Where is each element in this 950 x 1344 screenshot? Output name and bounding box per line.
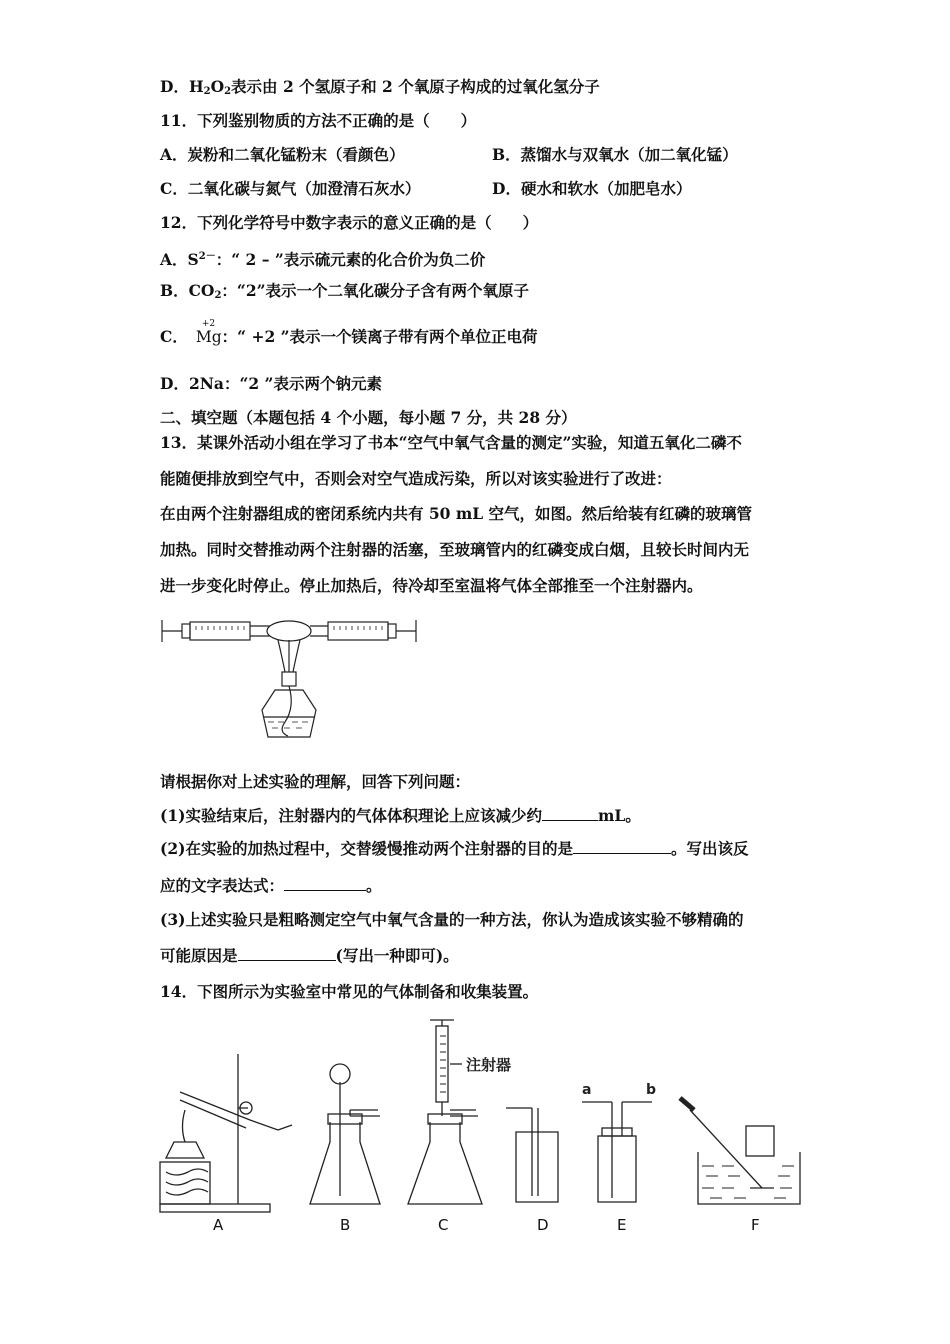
answer-blank-2[interactable] bbox=[573, 839, 671, 854]
syringe-apparatus-figure bbox=[160, 612, 420, 747]
port-b-label: b bbox=[646, 1082, 657, 1098]
q12-option-a: A．$S^{2-}$：“ 2 – ”表示硫元素的化合价为负二价 bbox=[160, 250, 486, 269]
q13-line-4: 加热。同时交替推动两个注射器的活塞，至玻璃管内的红磷变成白烟，且较长时间内无 bbox=[160, 540, 750, 559]
apparatus-label-d: D bbox=[537, 1216, 549, 1234]
q13-line-2: 能随便排放到空气中，否则会对空气造成污染，所以对该实验进行了改进： bbox=[160, 469, 672, 488]
q13-line-3: 在由两个注射器组成的密闭系统内共有 50 mL 空气，如图。然后给装有红磷的玻璃管 bbox=[160, 504, 753, 523]
q10-option-d: D．$H_2O_2$表示由 2 个氢原子和 2 个氧原子构成的过氧化氢分子 bbox=[160, 77, 600, 97]
q13-line-1: 13．某课外活动小组在学习了书本“空气中氧气含量的测定”实验，知道五氧化二磷不 bbox=[160, 433, 742, 452]
apparatus-label-b: B bbox=[340, 1216, 351, 1234]
q13-part-2-cont: 应的文字表达式： 。 bbox=[160, 876, 382, 895]
answer-blank-1[interactable] bbox=[542, 806, 598, 821]
q11-stem: 11．下列鉴别物质的方法不正确的是（ ） bbox=[160, 111, 477, 130]
q14-stem: 14．下图所示为实验室中常见的气体制备和收集装置。 bbox=[160, 982, 539, 1001]
q13-part-2: (2)在实验的加热过程中，交替缓慢推动两个注射器的目的是 。写出该反 bbox=[160, 839, 749, 858]
q11-option-a: A．炭粉和二氧化锰粉末（看颜色） bbox=[160, 145, 405, 164]
q13-part-3-cont: 可能原因是 (写出一种即可)。 bbox=[160, 946, 459, 965]
q11-option-b: B．蒸馏水与双氧水（加二氧化锰） bbox=[492, 145, 738, 164]
gas-apparatus-figure bbox=[150, 1012, 820, 1234]
apparatus-label-e: E bbox=[617, 1216, 627, 1234]
q13-line-5: 进一步变化时停止。停止加热后，待冷却至室温将气体全部推至一个注射器内。 bbox=[160, 576, 703, 595]
valence-label: +2 bbox=[201, 319, 216, 329]
q12-option-d: D．2Na：“2 ”表示两个钠元素 bbox=[160, 374, 382, 393]
q13-part-1: (1)实验结束后，注射器内的气体体积理论上应该减少约 mL。 bbox=[160, 806, 641, 825]
q13-part-3: (3)上述实验只是粗略测定空气中氧气含量的一种方法，你认为造成该实验不够精确的 bbox=[160, 910, 744, 929]
q12-stem: 12．下列化学符号中数字表示的意义正确的是（ ） bbox=[160, 213, 539, 232]
apparatus-label-f: F bbox=[751, 1216, 760, 1234]
apparatus-label-a: A bbox=[213, 1216, 224, 1234]
q12-option-c: C． +2 Mg：“ +2 ”表示一个镁离子带有两个单位正电荷 bbox=[160, 327, 538, 347]
q13-prompt: 请根据你对上述实验的理解，回答下列问题： bbox=[160, 772, 471, 791]
port-a-label: a bbox=[582, 1082, 592, 1098]
answer-blank-4[interactable] bbox=[238, 946, 336, 961]
q11-option-d: D．硬水和软水（加肥皂水） bbox=[492, 179, 692, 198]
answer-blank-3[interactable] bbox=[284, 876, 366, 891]
q12-option-b: B．$CO_2$：“2”表示一个二氧化碳分子含有两个氧原子 bbox=[160, 281, 530, 301]
apparatus-label-c: C bbox=[438, 1216, 449, 1234]
syringe-label: 注射器 bbox=[466, 1056, 512, 1074]
q11-option-c: C．二氧化碳与氮气（加澄清石灰水） bbox=[160, 179, 421, 198]
mg-symbol: Mg bbox=[195, 328, 222, 346]
section-heading: 二、填空题（本题包括 4 个小题，每小题 7 分，共 28 分） bbox=[160, 408, 577, 427]
